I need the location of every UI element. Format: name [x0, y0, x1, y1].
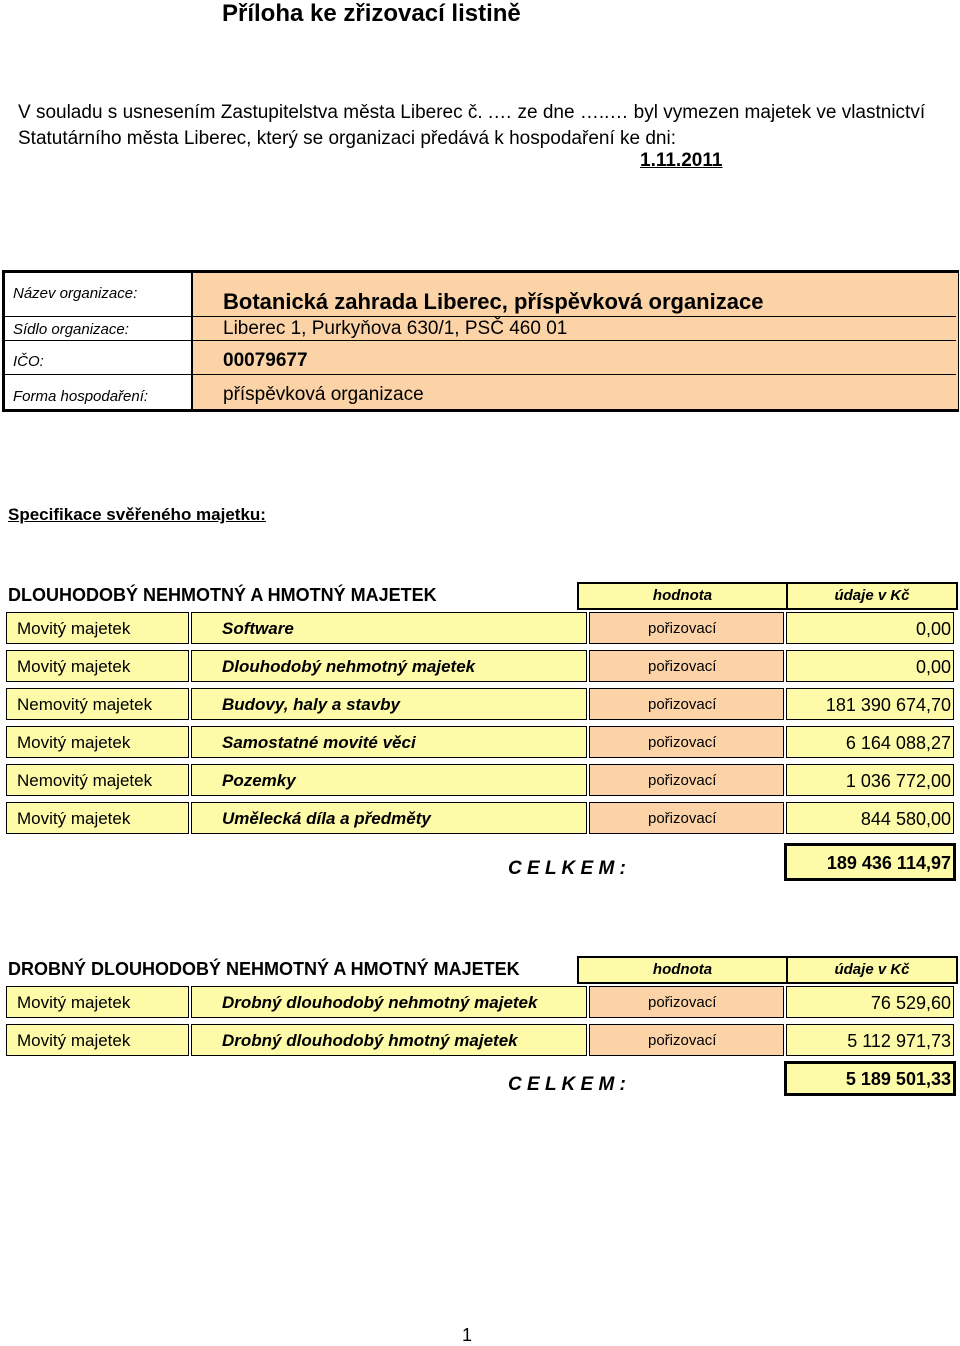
section2-total-label: C E L K E M : [508, 1074, 626, 1095]
table-row [6, 612, 954, 646]
section2-total-value: 5 189 501,33 [784, 1061, 956, 1096]
value-kind: pořizovací [589, 726, 784, 758]
asset-name: Umělecká díla a předměty [191, 802, 587, 834]
section2-col-value: hodnota [577, 956, 788, 984]
org-name: Botanická zahrada Liberec, příspěvková organizace [223, 289, 764, 314]
value-kind: pořizovací [589, 986, 784, 1018]
section1-col-unit: údaje v Kč [786, 582, 958, 610]
asset-name: Software [191, 612, 587, 644]
specification-title: Specifikace svěřeného majetku: [8, 505, 266, 524]
org-ico: 00079677 [223, 350, 308, 371]
table-row [6, 802, 954, 836]
org-ico-label: IČO: [13, 353, 44, 370]
intro-paragraph: V souladu s usnesením Zastupitelstva města Liberec č. .… ze dne …..… byl vymezen majetek ve vlastnictví Statutárního města Liberec, který se organizaci předává k hospodaření ke dni: [18, 102, 926, 149]
asset-type: Nemovitý majetek [6, 688, 189, 720]
section1-total-value: 189 436 114,97 [784, 843, 956, 881]
section2-heading: DROBNÝ DLOUHODOBÝ NEHMOTNÝ A HMOTNÝ MAJETEK [8, 959, 520, 979]
org-seat-label: Sídlo organizace: [13, 321, 129, 338]
asset-type: Movitý majetek [6, 1024, 189, 1056]
organization-box [2, 270, 959, 412]
section1-col-value: hodnota [577, 582, 788, 610]
asset-name: Drobný dlouhodobý hmotný majetek [191, 1024, 587, 1056]
org-form-label: Forma hospodaření: [13, 388, 149, 405]
section1-total-label: C E L K E M : [508, 858, 626, 879]
table-row [6, 764, 954, 798]
asset-value: 0,00 [786, 612, 954, 644]
org-seat: Liberec 1, Purkyňova 630/1, PSČ 460 01 [223, 318, 568, 339]
asset-type: Movitý majetek [6, 726, 189, 758]
value-kind: pořizovací [589, 688, 784, 720]
asset-name: Drobný dlouhodobý nehmotný majetek [191, 986, 587, 1018]
handover-date: 1.11.2011 [640, 150, 723, 171]
asset-type: Movitý majetek [6, 612, 189, 644]
value-kind: pořizovací [589, 612, 784, 644]
value-kind: pořizovací [589, 802, 784, 834]
asset-value: 0,00 [786, 650, 954, 682]
table-row [6, 986, 954, 1020]
asset-value: 181 390 674,70 [786, 688, 954, 720]
asset-type: Nemovitý majetek [6, 764, 189, 796]
divider [5, 316, 956, 317]
table-row [6, 650, 954, 684]
asset-name: Dlouhodobý nehmotný majetek [191, 650, 587, 682]
page-number: 1 [462, 1325, 473, 1345]
asset-value: 5 112 971,73 [786, 1024, 954, 1056]
value-kind: pořizovací [589, 764, 784, 796]
value-kind: pořizovací [589, 1024, 784, 1056]
asset-value: 6 164 088,27 [786, 726, 954, 758]
asset-value: 1 036 772,00 [786, 764, 954, 796]
page-title: Příloha ke zřizovací listině [222, 0, 521, 27]
table-row [6, 1024, 954, 1058]
section1-heading: DLOUHODOBÝ NEHMOTNÝ A HMOTNÝ MAJETEK [8, 585, 437, 605]
asset-type: Movitý majetek [6, 802, 189, 834]
section2-col-unit: údaje v Kč [786, 956, 958, 984]
asset-type: Movitý majetek [6, 986, 189, 1018]
value-kind: pořizovací [589, 650, 784, 682]
asset-value: 844 580,00 [786, 802, 954, 834]
org-name-label: Název organizace: [13, 285, 138, 302]
asset-type: Movitý majetek [6, 650, 189, 682]
table-row [6, 726, 954, 760]
divider [5, 374, 956, 375]
asset-name: Budovy, haly a stavby [191, 688, 587, 720]
asset-name: Samostatné movité věci [191, 726, 587, 758]
org-form: příspěvková organizace [223, 384, 424, 405]
divider [5, 340, 956, 341]
asset-value: 76 529,60 [786, 986, 954, 1018]
asset-name: Pozemky [191, 764, 587, 796]
table-row [6, 688, 954, 722]
